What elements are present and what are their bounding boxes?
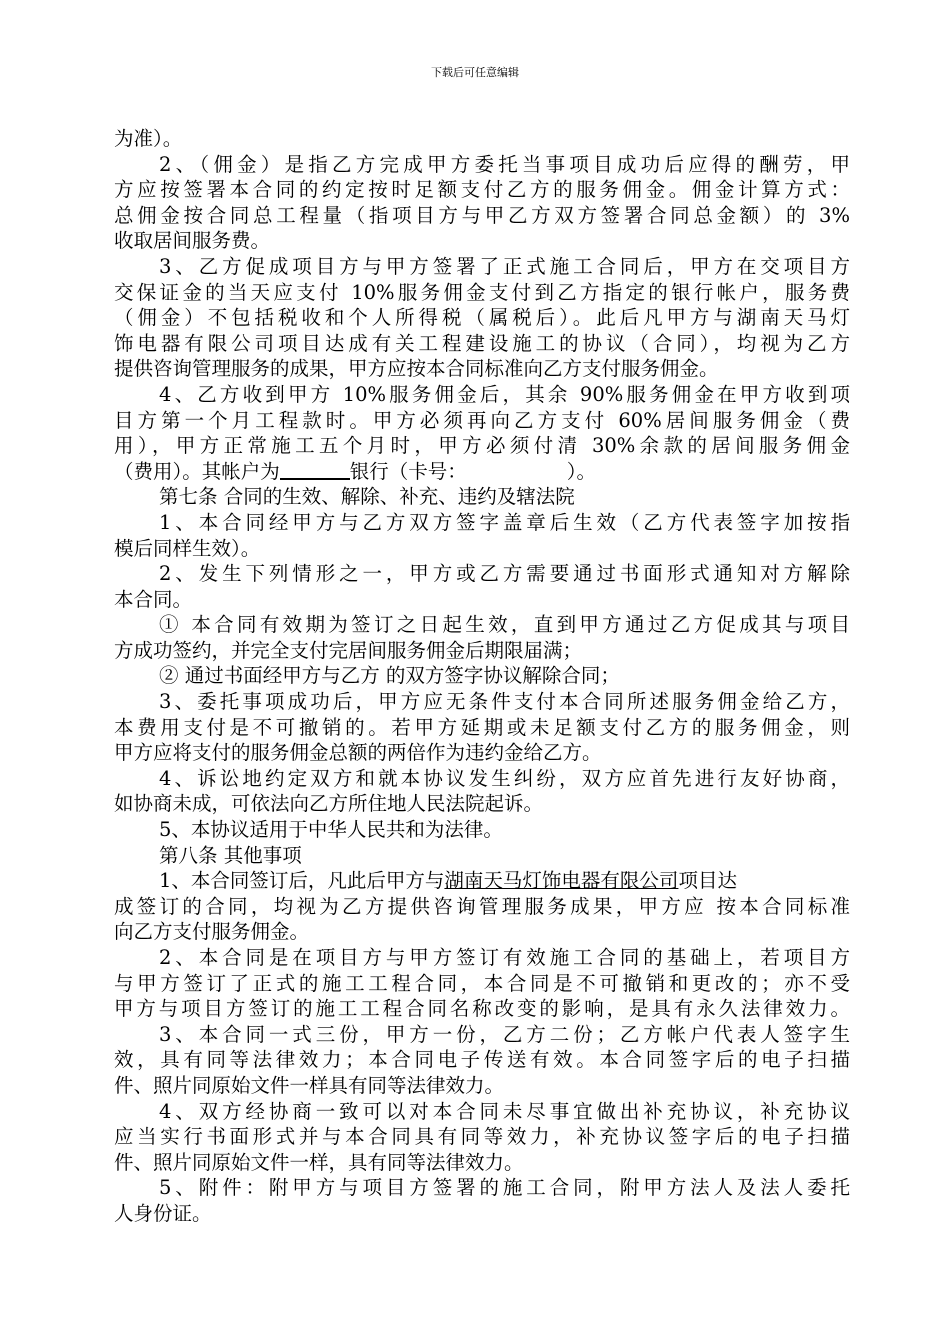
line-text: （佣金）不包括税收和个人所得税（属税后）。此后凡甲方与湖南天马灯 [114, 306, 850, 330]
text-line [114, 1022, 850, 1048]
line-text: 应当实行书面形式并与本合同具有同等效力，补充协议签字后的电子扫描 [114, 1125, 850, 1149]
line-text: 2、发生下列情形之一，甲方或乙方需要通过书面形式通知对方解除 [159, 562, 850, 586]
line-text: 目方第一个月工程款时。甲方必须再向乙方支付 60%居间服务佣金（费 [114, 408, 850, 432]
text-line [114, 587, 850, 613]
text-line [114, 177, 850, 203]
line-text: 1、本合同签订后，凡此后甲方与 [159, 869, 445, 893]
text-line [114, 561, 850, 587]
document-body [114, 126, 850, 1227]
line-text: 如协商未成，可依法向乙方所住地人民法院起诉。 [114, 792, 544, 816]
line-text: 4、乙方收到甲方 10%服务佣金后，其余 90%服务佣金在甲方收到项 [159, 382, 850, 406]
line-text: 4、双方经协商一致可以对本合同未尽事宜做出补充协议，补充协议 [159, 1099, 850, 1123]
line-text: 第八条 其他事项 [159, 843, 302, 867]
line-text: 件、照片同原始文件一样具有同等法律效力。 [114, 1073, 505, 1097]
text-line [114, 689, 850, 715]
text-line [114, 919, 850, 945]
text-line [114, 228, 850, 254]
line-text: 甲方应将支付的服务佣金总额的两倍作为违约金给乙方。 [114, 741, 602, 765]
line-text: 提供咨询管理服务的成果，甲方应按本合同标准向乙方支付服务佣金。 [114, 357, 719, 381]
line-end: ）。 [566, 459, 597, 483]
text-line [114, 817, 850, 843]
text-line [114, 1150, 850, 1176]
line-text: 1、本合同经甲方与乙方双方签字盖章后生效（乙方代表签字加按指 [159, 510, 850, 534]
line-text: 与甲方签订了正式的施工工程合同，本合同是不可撤销和更改的；亦不受 [114, 971, 850, 995]
text-line [114, 612, 850, 638]
line-text: （费用）。其帐户为 [114, 459, 280, 483]
account-blank-field [280, 459, 350, 480]
line-text: 用），甲方正常施工五个月时，甲方必须付清 30%余款的居间服务佣金 [114, 434, 850, 458]
line-text: 3、本合同一式三份，甲方一份，乙方二份；乙方帐户代表人签字生 [159, 1022, 850, 1046]
text-line [114, 510, 850, 536]
page-header: 下载后可任意编辑 [431, 66, 519, 79]
text-line [114, 280, 850, 306]
text-line [114, 331, 850, 357]
text-line [114, 382, 850, 408]
line-text: 总佣金按合同总工程量（指项目方与甲乙方双方签署合同总金额）的 3% [114, 203, 850, 227]
line-text: 交保证金的当天应支付 10%服务佣金支付到乙方指定的银行帐户，服务费 [114, 280, 850, 304]
line-text: 效，具有同等法律效力；本合同电子传送有效。本合同签字后的电子扫描 [114, 1048, 850, 1072]
line-text: ② 通过书面经甲方与乙方 的双方签字协议解除合同； [159, 664, 620, 688]
line-text-after: 项目达 [678, 869, 737, 893]
line-text: 收取居间服务费。 [114, 229, 271, 253]
line-text: 4、诉讼地约定双方和就本协议发生纠纷，双方应首先进行友好协商， [159, 766, 850, 790]
line-text: 5、附件：附甲方与项目方签署的施工合同，附甲方法人及法人委托 [159, 1176, 850, 1200]
line-text: 模后同样生效）。 [114, 536, 261, 560]
text-line [114, 484, 850, 510]
text-line [114, 1201, 850, 1227]
text-line [114, 740, 850, 766]
line-text: 向乙方支付服务佣金。 [114, 920, 310, 944]
text-line [114, 459, 850, 485]
bank-label: 银行（卡号： [349, 459, 467, 483]
text-line [114, 843, 850, 869]
text-line [114, 408, 850, 434]
text-line [114, 996, 850, 1022]
text-line [114, 152, 850, 178]
text-line [114, 663, 850, 689]
line-text: 为准）。 [114, 127, 183, 150]
text-line [114, 433, 850, 459]
line-text: 第七条 合同的生效、解除、补充、违约及辖法院 [159, 485, 575, 509]
text-line [114, 945, 850, 971]
text-line [114, 894, 850, 920]
line-text: 本费用支付是不可撤销的。若甲方延期或未足额支付乙方的服务佣金，则 [114, 715, 850, 739]
text-line [114, 254, 850, 280]
text-line [114, 791, 850, 817]
text-line [114, 766, 850, 792]
line-text: 3、委托事项成功后，甲方应无条件支付本合同所述服务佣金给乙方， [159, 690, 850, 714]
line-text: 2、本合同是在项目方与甲方签订有效施工合同的基础上，若项目方 [159, 946, 850, 969]
line-text: 件、照片同原始文件一样，具有同等法律效力。 [114, 1150, 524, 1174]
line-text: 本合同。 [114, 587, 193, 611]
text-line [114, 536, 850, 562]
text-line [114, 126, 850, 152]
text-line [114, 638, 850, 664]
text-line [114, 203, 850, 229]
line-text: 成签订的合同，均视为乙方提供咨询管理服务成果，甲方应 按本合同标准 [114, 894, 850, 918]
line-text: ① 本合同有效期为签订之日起生效，直到甲方通过乙方促成其与项目 [159, 613, 850, 637]
text-line [114, 356, 850, 382]
line-text: 饰电器有限公司项目达成有关工程建设施工的协议（合同），均视为乙方 [114, 331, 850, 355]
line-text: 人身份证。 [114, 1201, 212, 1225]
text-line [114, 715, 850, 741]
line-text: 2、（佣金）是指乙方完成甲方委托当事项目成功后应得的酬劳，甲 [159, 152, 850, 176]
text-line [114, 868, 850, 894]
text-line [114, 1073, 850, 1099]
text-line [114, 305, 850, 331]
text-line [114, 1099, 850, 1125]
text-line [114, 1047, 850, 1073]
line-text: 甲方与项目方签订的施工工程合同名称改变的影响，是具有永久法律效力。 [114, 997, 850, 1021]
text-line [114, 1175, 850, 1201]
line-text: 方成功签约，并完全支付完居间服务佣金后期限届满； [114, 638, 583, 662]
line-text: 方应按签署本合同的约定按时足额支付乙方的服务佣金。佣金计算方式： [114, 178, 850, 202]
line-text: 5、本协议适用于中华人民共和为法律。 [159, 818, 503, 842]
text-line [114, 971, 850, 997]
line-text: 3、乙方促成项目方与甲方签署了正式施工合同后，甲方在交项目方 [159, 254, 850, 278]
company-name-underlined: 湖南天马灯饰电器有限公司 [444, 869, 679, 893]
text-line [114, 1124, 850, 1150]
